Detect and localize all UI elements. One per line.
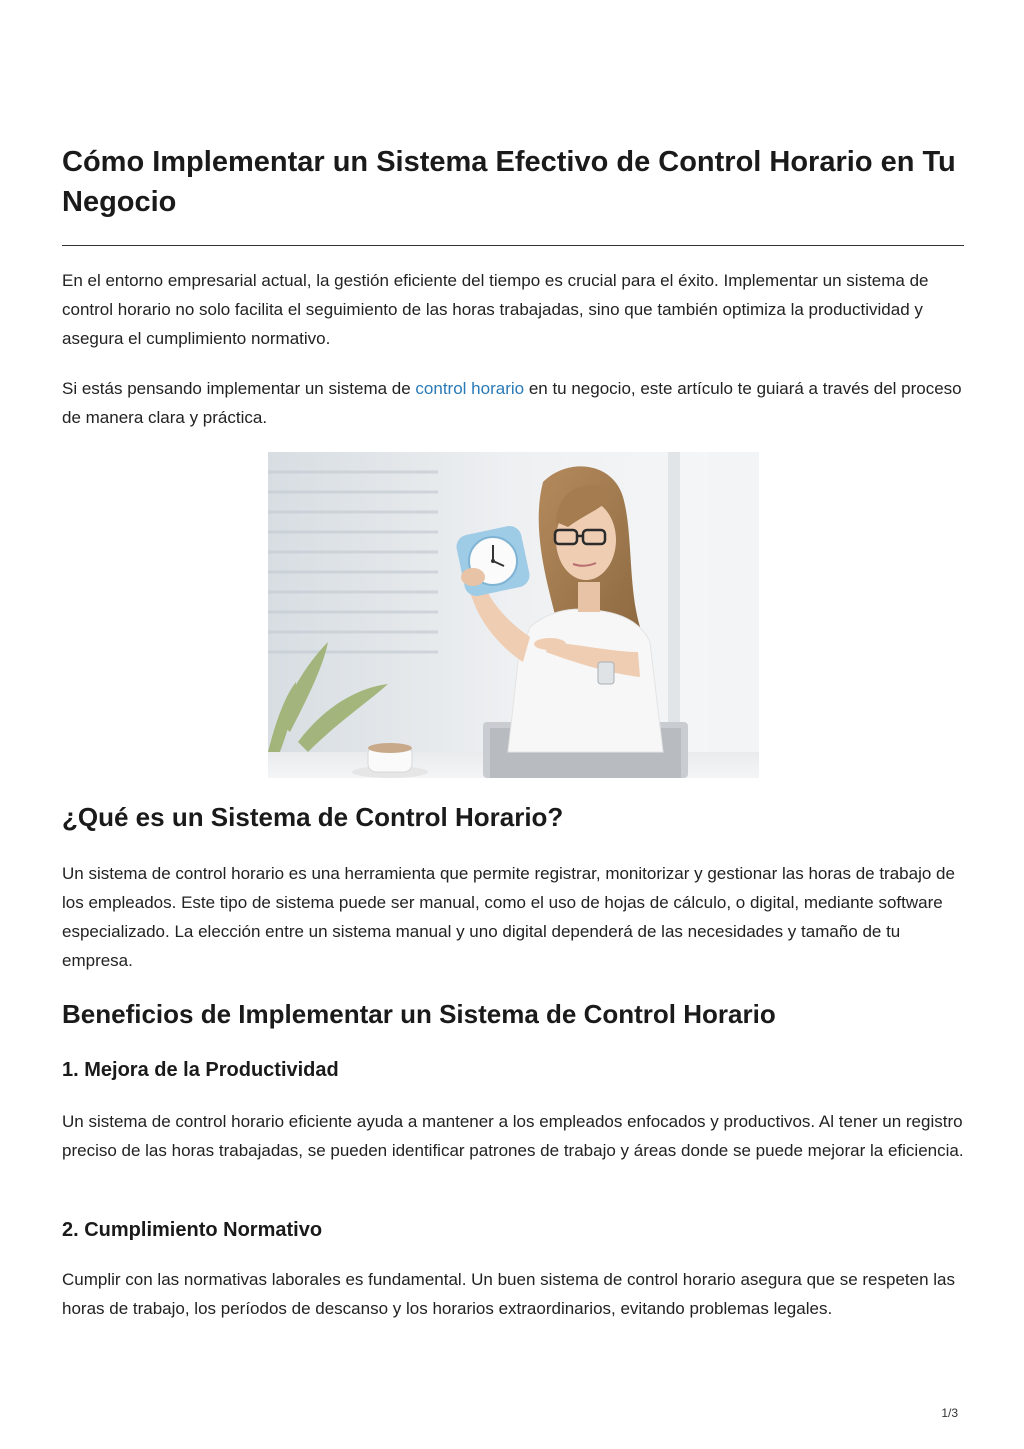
article-title: Cómo Implementar un Sistema Efectivo de Control Horario en Tu Negocio [62,146,956,218]
section-heading-what-is: ¿Qué es un Sistema de Control Horario? [62,802,564,832]
section-heading-benefits: Beneficios de Implementar un Sistema de Control Horario [62,999,776,1029]
second-paragraph-text-after: en tu negocio, este artículo te guiará a través del proceso de manera clara y práctica. [62,379,962,427]
benefit-heading-compliance: 2. Cumplimiento Normativo [62,1219,323,1241]
second-paragraph [62,374,964,432]
benefit-heading-productivity: 1. Mejora de la Productividad [62,1059,339,1081]
section-what-paragraph: Un sistema de control horario es una herramienta que permite registrar, monitorizar y gestionar las horas de trabajo de los empleados. Este tipo de sistema puede ser manual, como el uso de hojas de cálculo, o digital, mediante software especializado. La elección entre un sistema manual y uno digital dependerá de las necesidades y tamaño de tu empresa. [62,864,955,970]
hero-image-woman-holding-clock [268,452,759,778]
second-paragraph-text-before: Si estás pensando implementar un sistema de [62,379,416,398]
benefit-paragraph-compliance: Cumplir con las normativas laborales es fundamental. Un buen sistema de control horario asegura que se respeten las horas de trabajo, los períodos de descanso y los horarios extraordinarios, evitando problemas legales. [62,1270,955,1318]
intro-paragraph: En el entorno empresarial actual, la gestión eficiente del tiempo es crucial para el éxito. Implementar un sistema de control horario no solo facilita el seguimiento de las horas trabajadas, sino que también optimiza la productividad y asegura el cumplimiento normativo. [62,271,929,348]
benefit-paragraph-productivity: Un sistema de control horario eficiente ayuda a mantener a los empleados enfocados y productivos. Al tener un registro preciso de las horas trabajadas, se pueden identificar patrones de trabajo y áreas donde se puede mejorar la eficiencia. [62,1112,964,1160]
page-number: 1/3 [941,1406,958,1420]
title-divider [62,245,964,246]
control-horario-link[interactable]: control horario [415,379,525,398]
